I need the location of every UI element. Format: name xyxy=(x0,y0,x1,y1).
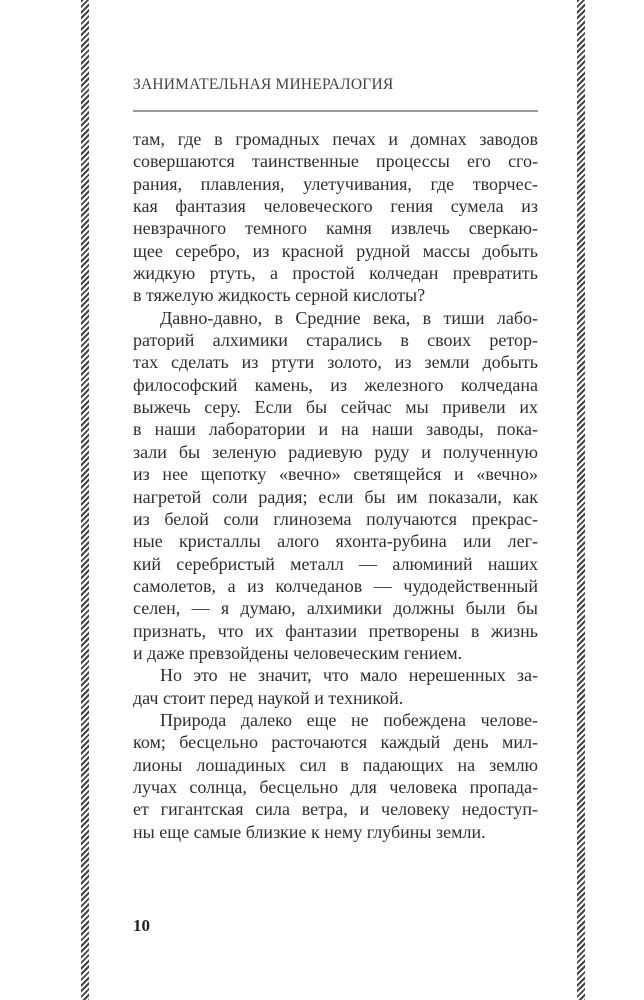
text-line: ны еще самые близкие к нему глубины земли. xyxy=(133,821,486,842)
text-line: в тяжелую жидкость серной кислоты? xyxy=(133,285,426,306)
text-line: признать, что их фантазии претворены в жизнь xyxy=(133,620,538,641)
text-line: щее серебро, из красной рудной массы добыть xyxy=(133,240,538,261)
text-line: зали бы зеленую радиевую руду и полученную xyxy=(133,441,538,462)
text-line: нагретой соли радия; если бы им показали, как xyxy=(133,486,538,507)
text-line: лучах солнца, бесцельно для человека пропада- xyxy=(133,776,538,797)
page-number: 10 xyxy=(133,916,150,935)
text-line: Природа далеко еще не побеждена челове- xyxy=(160,709,538,730)
paragraph xyxy=(133,664,538,709)
text-line: тах сделать из ртути золото, из земли добыть xyxy=(133,352,538,373)
text-line: выжечь серу. Если бы сейчас мы привели их xyxy=(133,397,538,418)
text-line: Давно-давно, в Средние века, в тиши лабо- xyxy=(160,307,538,328)
decorative-hatched-border-right xyxy=(577,0,585,1000)
text-line: ет гигантская сила ветра, и человеку недоступ- xyxy=(133,799,538,820)
running-header: ЗАНИМАТЕЛЬНАЯ МИНЕРАЛОГИЯ xyxy=(133,76,394,93)
text-line: раторий алхимики старались в своих ретор- xyxy=(133,330,538,351)
text-line: в наши лаборатории и на наши заводы, пока- xyxy=(133,419,538,440)
header-rule xyxy=(133,110,538,112)
text-line: невзрачного темного камня извлечь сверкаю- xyxy=(133,218,538,239)
text-line: жидкую ртуть, а простой колчедан превратить xyxy=(133,263,538,284)
text-line: селен, — я думаю, алхимики должны были бы xyxy=(133,598,538,619)
text-line: и даже превзойдены человеческим гением. xyxy=(133,642,463,663)
text-line: самолетов, а из колчеданов — чудодейственный xyxy=(133,575,538,596)
text-line: совершаются таинственные процессы его сго- xyxy=(133,151,538,172)
text-line: кая фантазия человеческого гения сумела из xyxy=(133,196,538,217)
text-line: лионы лошадиных сил в падающих на землю xyxy=(133,754,538,775)
body-text xyxy=(133,128,538,843)
text-line: философский камень, из железного колчедана xyxy=(133,374,538,395)
text-line: из нее щепотку «вечно» светящейся и «вечно» xyxy=(133,464,538,485)
text-line: Но это не значит, что мало нерешенных за- xyxy=(160,665,538,686)
text-line: там, где в громадных печах и домнах заводов xyxy=(133,129,538,149)
text-line: из белой соли глинозема получаются прекрас- xyxy=(133,508,538,529)
text-line: кий серебристый металл — алюминий наших xyxy=(133,553,538,574)
text-line: рания, плавления, улетучивания, где творчес- xyxy=(133,173,538,194)
text-line: дач стоит перед наукой и техникой. xyxy=(133,687,404,708)
text-line: ные кристаллы алого яхонта-рубина или лег- xyxy=(133,531,538,552)
paragraph xyxy=(133,307,538,665)
decorative-hatched-border-left xyxy=(81,0,89,1000)
paragraph xyxy=(133,709,538,843)
text-line: ком; бесцельно расточаются каждый день мил- xyxy=(133,732,538,753)
paragraph xyxy=(133,128,538,307)
